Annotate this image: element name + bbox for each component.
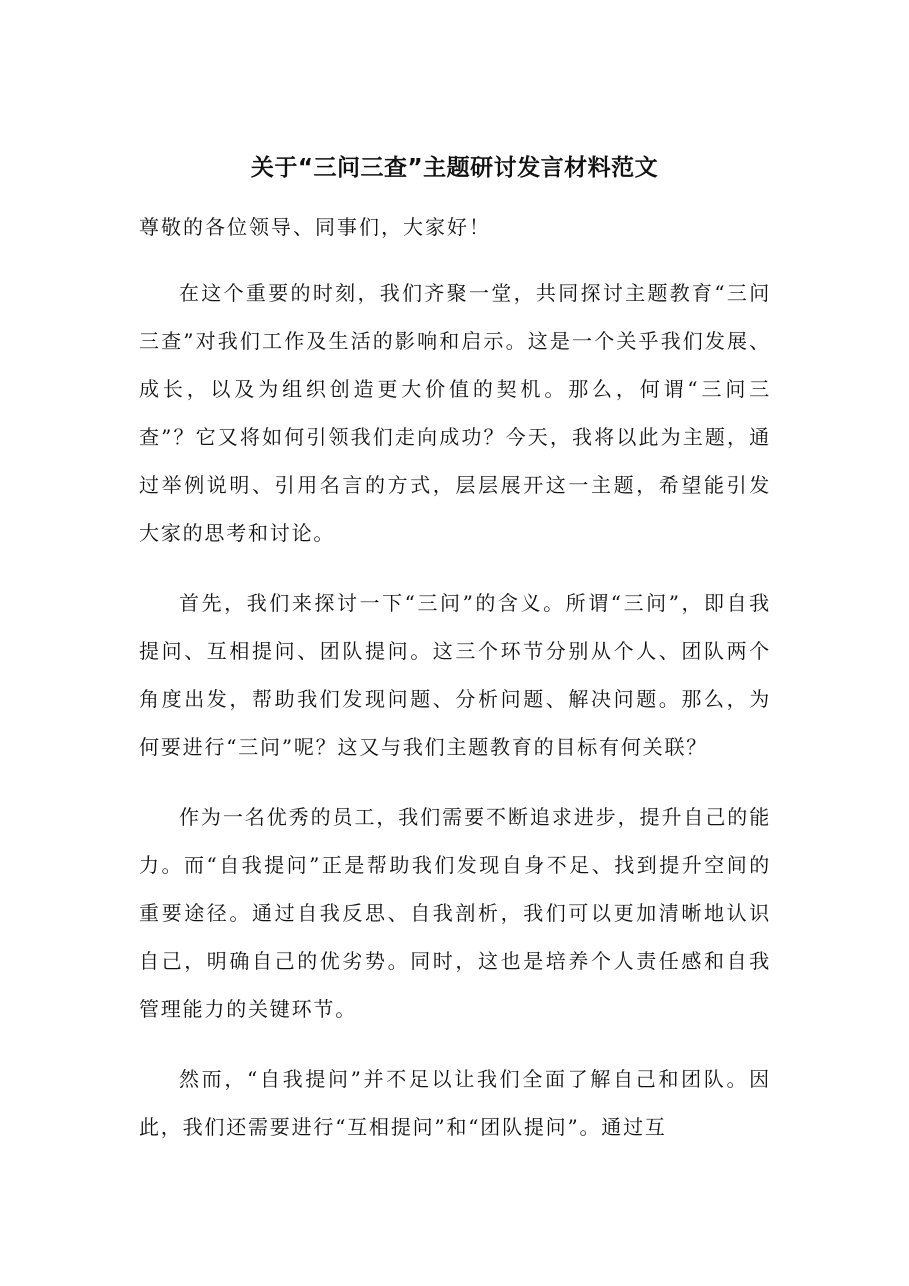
greeting-line: 尊敬的各位领导、同事们，大家好！ [139, 215, 491, 239]
paragraph-intro: 在这个重要的时刻，我们齐聚一堂，共同探讨主题教育“三问三查”对我们工作及生活的影响和启示。这是一个关乎我们发展、成长，以及为组织创造更大价值的契机。那么，何谓“三问三查”？它又将如何引领我们走向成功？今天，我将以此为主题，通过举例说明、引用名言的方式，层层展开这一主题，希望能引发大家的思考和讨论。 [139, 281, 771, 545]
paragraph-three-questions: 首先，我们来探讨一下“三问”的含义。所谓“三问”，即自我提问、互相提问、团队提问。这三个环节分别从个人、团队两个角度出发，帮助我们发现问题、分析问题、解决问题。那么，为何要进行“三问”呢？这又与我们主题教育的目标有何关联？ [139, 591, 771, 759]
document-body [139, 207, 771, 1173]
paragraph-self-questioning: 作为一名优秀的员工，我们需要不断追求进步，提升自己的能力。而“自我提问”正是帮助我们发现自身不足、找到提升空间的重要途径。通过自我反思、自我剖析，我们可以更加清晰地认识自己，明确自己的优劣势。同时，这也是培养个人责任感和自我管理能力的关键环节。 [139, 805, 771, 1021]
document-title: 关于“三问三查”主题研讨发言材料范文 [250, 155, 659, 181]
paragraph-mutual-questioning: 然而，“自我提问”并不足以让我们全面了解自己和团队。因此，我们还需要进行“互相提问”和“团队提问”。通过互 [139, 1067, 771, 1139]
